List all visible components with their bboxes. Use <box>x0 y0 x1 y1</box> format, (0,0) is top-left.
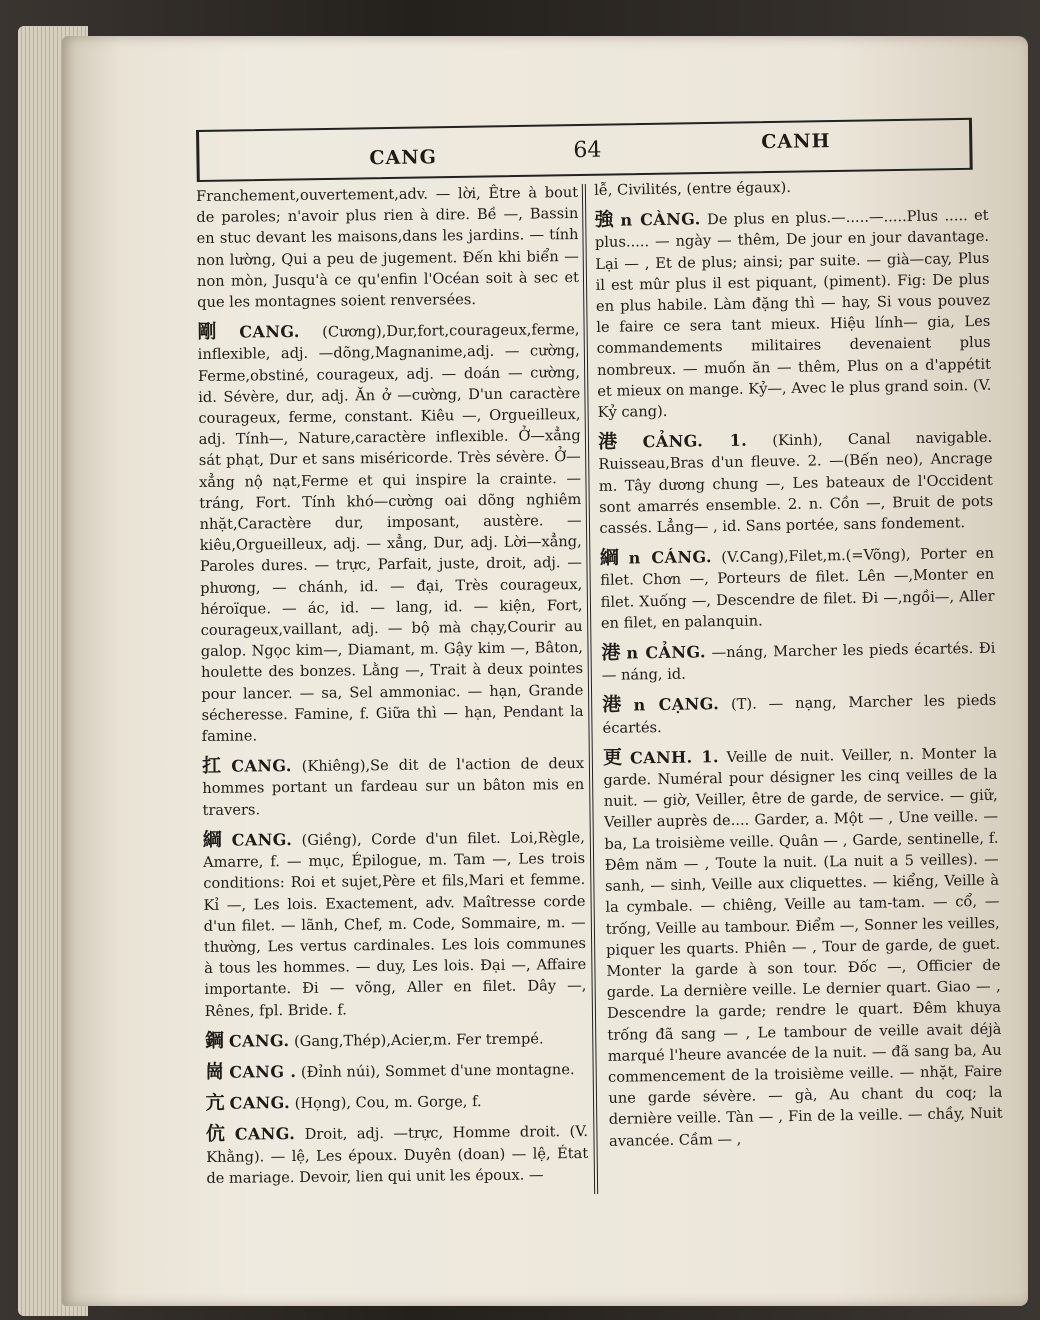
dictionary-entry <box>202 752 585 821</box>
continuation-text: Franchement,ouvertement,adv. — lời, Être à bout de paroles; n'avoir plus rien à dire. Bề —, Bassin en stuc devant les maisons,dans les jardins. — tính non lường, Qui a peu de jugement. Đến khi biển —non mòn, Jusqu'à ce qu'enfin l'Océan soit à sec et que les montagnes soient renversées. <box>196 183 580 312</box>
entry-character: 鋼 <box>204 1029 225 1052</box>
entry-headword: CANH. 1. <box>629 746 720 768</box>
entry-definition: De plus en plus.—.....—.....Plus ..... et plus..... — ngày — thêm, De jour en jour davantage. Lại — , Et de plus; ainsi; par suite. — già—cay, Plus il est mûr plus il est piquant, (piment). Fig: De plus en plus habile. Làm đặng thì — hay, Si vous pouvez le faire ce sera tant mieux. Hiệu lính— gia, Les commandements militaires devenaient plus nombreux. — muốn ăn — thêm, Plus on a d'appétit et mieux on mange. Kỷ—, Avec le plus grand soin. (V. Kỷ cang). <box>594 207 992 422</box>
dictionary-entry <box>205 1089 587 1115</box>
entry-headword: CANG. <box>234 1124 296 1144</box>
entry-character: 亢 <box>205 1091 225 1115</box>
dictionary-entry <box>603 742 1003 1152</box>
entry-headword: n CẠNG. <box>633 694 720 715</box>
entry-definition: (Cương),Dur,fort,courageux,ferme, inflexible, adj. —dõng,Magnanime,adj. — cường, Ferme,obstiné, courageux, adj. — doán — cường, id. Sévère, dur, adj. Ăn ở —cường, D'un caractère courageux, ferme, constant. Kiêu —, Orgueilleux, adj. Tính—, Nature,caractère inflexible. Ở—xẳng sát phạt, Dur et sans miséricorde. Très sévère. Ở—xẳng nộ nạt,Ferme et qui inspire la crainte. — tráng, Fort. Tính khó—cường oai dõng nghiêm nhặt,Caractère dur, imposant, austère. —kiêu,Orgueilleux, adj. — xẳng, Dur, adj. Lời—xẳng, Paroles dures. — trực, Parfait, juste, droit, adj. —phương, — chánh, id. — đại, Très courageux, héroïque. — ác, id. — lang, id. — kiện, Fort, courageux,vaillant, adj. — bộ mà chạy,Courir au galop. Ngọc kim—, Diamant, m. Gậy kim —, Bâton, houlette des bonzes. Lằng —, Trait à deux pointes pour lancer. — sa, Sel ammoniac. — hạn, Grande sécheresse. Famine, f. Giữa thì — hạn, Pendant la famine. <box>197 321 584 746</box>
entry-headword: n CÀNG. <box>620 209 701 230</box>
right-headword: CANH <box>761 130 831 154</box>
entry-headword: CANG. <box>239 322 300 342</box>
entry-headword: CANG. <box>231 756 292 776</box>
entry-character: 綱 <box>599 546 624 570</box>
entry-character: 綱 <box>202 828 227 851</box>
entry-definition: (Gang,Thép),Acier,m. Fer trempé. <box>293 1030 544 1050</box>
entry-character: 更 <box>602 746 626 769</box>
dictionary-entry <box>205 1058 587 1084</box>
entry-definition: (Đỉnh núi), Sommet d'une montagne. <box>300 1061 575 1081</box>
entry-definition: (Khiêng),Se dit de l'action de deux hommes portant un fardeau sur un bâton mis en travers. <box>202 755 585 819</box>
entry-headword: n CÁNG. <box>628 547 713 568</box>
dictionary-entry <box>197 318 583 747</box>
entry-definition: (V.Cang),Filet,m.(=Võng), Porter en filet. Chơn —, Porteurs de filet. Lên —,Monter en filet. Xuống —, Descendre de filet. Đi —,ngồi—, Aller en filet, en palanquin. <box>600 545 995 632</box>
entry-character: 強 <box>594 208 616 232</box>
continuation-text: lễ, Civilités, (entre égaux). <box>594 178 792 199</box>
left-column <box>196 182 589 1196</box>
entry-headword: n CẢNG. <box>626 642 707 663</box>
entry-character: 港 <box>601 641 622 665</box>
dictionary-entry <box>206 1120 589 1189</box>
dictionary-entry <box>601 637 996 687</box>
dictionary-entry <box>598 426 994 539</box>
entry-character: 扛 <box>201 754 227 778</box>
entry-definition: (T). — nạng, Marcher les pieds écartés. <box>602 692 997 737</box>
entry-definition: —náng, Marcher les pieds écartés. Đi — náng, id. <box>601 639 996 685</box>
dictionary-entry <box>203 826 587 1022</box>
entry-headword: CANG. <box>229 1093 291 1113</box>
entry-definition: (Họng), Cou, m. Gorge, f. <box>294 1093 482 1113</box>
entry-headword: CANG. <box>231 829 293 850</box>
dictionary-entry <box>602 689 997 739</box>
entry-definition: Veille de nuit. Veiller, n. Monter la garde. Numéral pour désigner les cinq veilles de la nuit. — giờ, Veiller, être de garde, de service. — giữ, Veiller auprès de.... Garder, a. Một — , Une veille. — ba, La troisième veille. Quân — , Garde, sentinelle, f. Đêm năm — , Toute la nuit. (La nuit a 5 veilles). — sanh, — sinh, Veille aux cliquettes. — kiểng, Veille à la cymbale. — chiêng, Veille au tam-tam. — cổ, — trống, Veille au tambour. Điểm —, Sonner les veilles, piquer les quarts. Phiên — , Tour de garde, de guet. Monter la garde à son tour. Đốc —, Officier de garde. La dernière veille. Le dernier quart. Giao — , Descendre la garde; rendre le quart. Đêm khuya trống đã sang — , Le tambour de veille avait déjà marqué l'heure avancée de la nuit. — đã sang ba, Au commencement de la troisième veille. — nhặt, Faire une garde sévère. — gà, Au chant du coq; la dernière veille. Tàn — , Fin de la veille. — chầy, Nuit avancée. Cầm — , <box>603 744 1003 1150</box>
entry-character: 崗 <box>205 1060 225 1083</box>
entry-headword: CẢNG. 1. <box>642 430 748 452</box>
entry-character: 港 <box>597 430 638 454</box>
entry-definition: (Kinh), Canal navigable. Ruisseau,Bras d'un fleuve. 2. —(Bến neo), Ancrage m. Tây dương chung —, Les bateaux de l'Occident sont amarrés ensemble. 2. n. Cồn —, Bruit de pots cassés. Lẳng— , id. Sans portée, sans fondement. <box>598 429 994 538</box>
entry-character: 伉 <box>205 1123 230 1146</box>
entry-character: 剛 <box>197 320 235 344</box>
entry-headword: CANG. <box>228 1030 290 1051</box>
left-headword: CANG <box>369 146 438 170</box>
dictionary-entry <box>205 1027 587 1053</box>
entry-headword: CANG . <box>229 1061 297 1082</box>
entry-definition: (Giềng), Corde d'un filet. Loi,Règle, Amarre, f. — mục, Épilogue, m. Tam —, Les trois conditions: Roi et sujet,Père et fils,Mari et femme. Kỉ —, Les lois. Exactement, adv. Maîtresse corde d'un filet. — lãnh, Chef, m. Code, Sommaire, m. — thường, Les vertus cardinales. Les lois communes à tous les hommes. — duy, Les lois. Đại —, Affaire importante. Đi — võng, Aller en filet. Dây —, Rênes, fpl. Bride. f. <box>202 828 587 1020</box>
right-column <box>594 174 1004 1190</box>
entry-definition: Droit, adj. —trực, Homme droit. (V. Khằng). — lệ, Les époux. Duyên (doan) — lệ, État de mariage. Devoir, lien qui unit les époux. — <box>206 1123 589 1187</box>
dictionary-entry <box>594 204 991 423</box>
entry-character: 港 <box>602 693 629 717</box>
page-number: 64 <box>573 137 602 164</box>
dictionary-entry <box>600 542 995 634</box>
